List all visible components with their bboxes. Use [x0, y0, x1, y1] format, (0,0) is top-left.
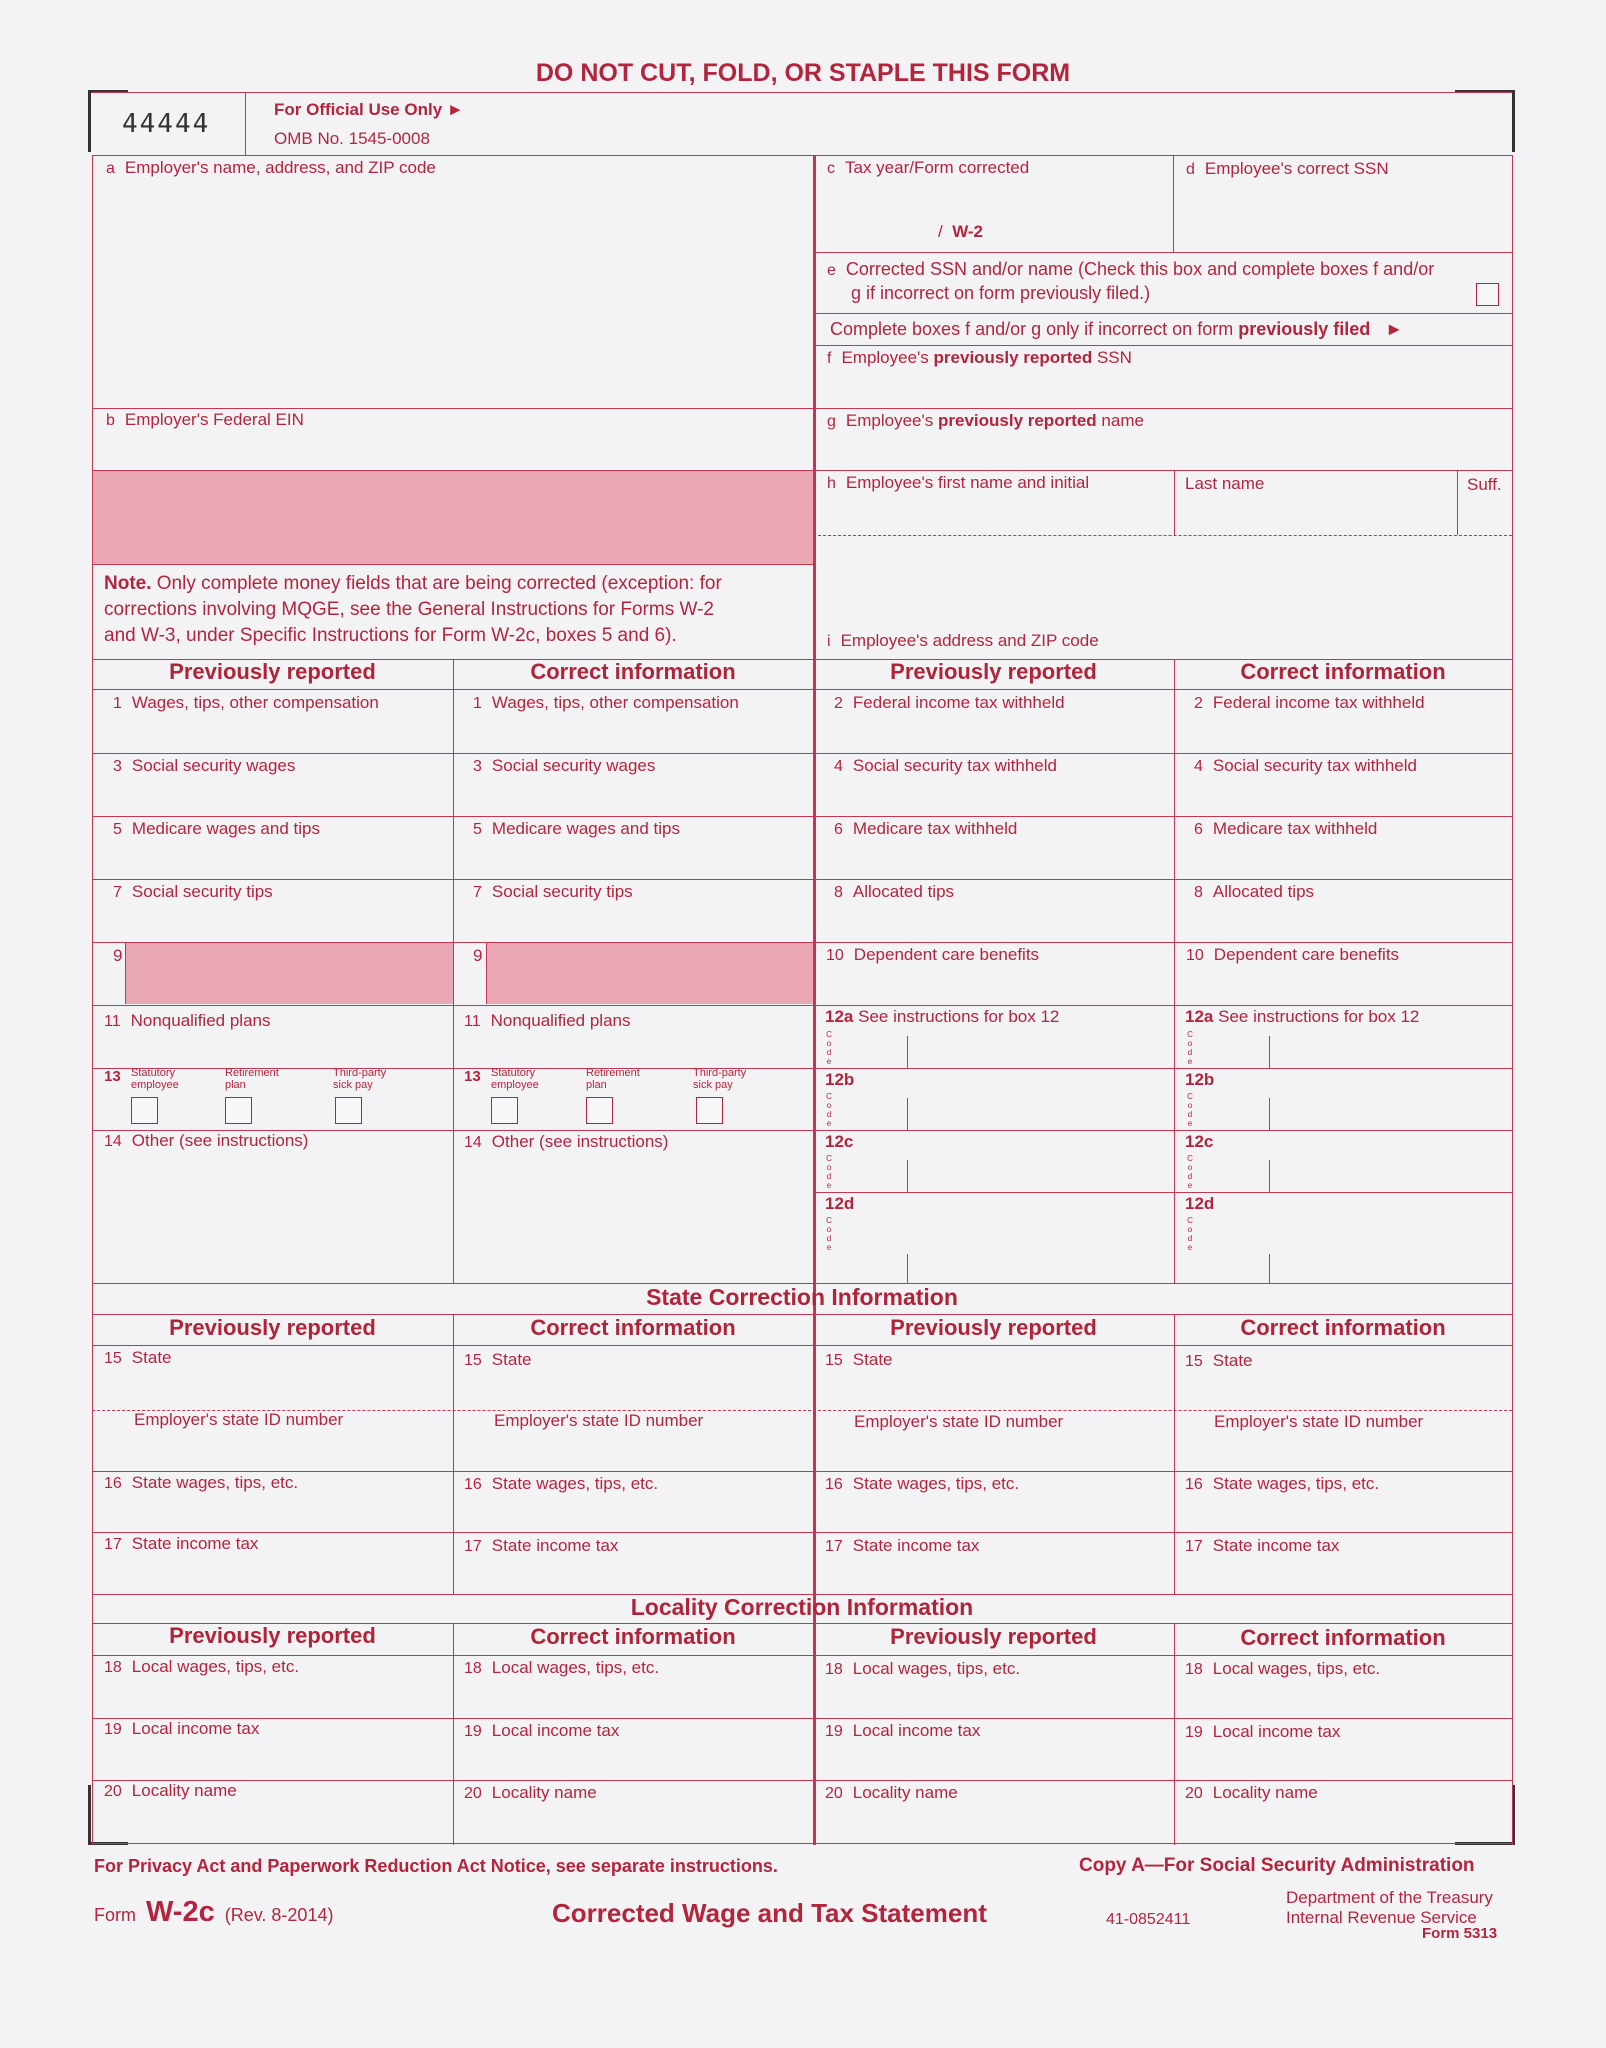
shaded-area: [93, 471, 813, 564]
box-7-prev-label: 7 Social security tips: [113, 882, 273, 901]
state-section-title: State Correction Information: [646, 1284, 958, 1310]
box-12b-prev-amount-field[interactable]: [912, 1098, 1170, 1128]
box-9-correct-shade: [486, 943, 813, 1004]
box-1-prev-field[interactable]: [94, 716, 450, 750]
retirement-plan-checkbox[interactable]: [586, 1097, 613, 1124]
code-divider: [1269, 1098, 1270, 1130]
corner-mark-tl-v: [88, 90, 91, 152]
third-party-sick-pay-checkbox[interactable]: [696, 1097, 723, 1124]
box-8-correct-field[interactable]: [1177, 905, 1509, 939]
previous-ssn-field[interactable]: [820, 370, 1508, 406]
employer-state-id-label: Employer's state ID number: [494, 1411, 704, 1430]
box-12c-correct-code-field[interactable]: [1198, 1160, 1266, 1190]
box-10-prev-field[interactable]: [816, 968, 1171, 1002]
row-border: [813, 252, 1512, 253]
header-previously-reported: Previously reported: [890, 1315, 1097, 1340]
box-6-correct-field[interactable]: [1177, 842, 1509, 876]
employer-state-id-field[interactable]: [94, 1434, 450, 1470]
col-divider: [1174, 1623, 1175, 1845]
locality-name-field[interactable]: [816, 1805, 1171, 1841]
box-9-correct-label: 9: [473, 946, 483, 965]
box-12d-prev-code-field[interactable]: [838, 1250, 904, 1280]
form-top-border: [92, 92, 1512, 93]
code-label: C o d e: [1187, 1216, 1193, 1252]
header-correct-information: Correct information: [1240, 1625, 1446, 1650]
box-12a-prev-code-field[interactable]: [838, 1036, 904, 1066]
box-c-form: / W-2: [938, 222, 984, 241]
form-bottom-border: [92, 1843, 1512, 1844]
box-g-label: g Employee's previously reported name: [827, 411, 1144, 430]
state-wages-field[interactable]: [455, 1496, 810, 1530]
box-2-correct-field[interactable]: [1177, 716, 1509, 750]
box-13-correct-number: 13: [464, 1068, 481, 1085]
previous-name-field[interactable]: [820, 433, 1508, 469]
h-divider: [1457, 470, 1458, 535]
employer-state-id-field[interactable]: [816, 1434, 1171, 1470]
local-wages-field[interactable]: [455, 1680, 810, 1716]
box-12b-correct-amount-field[interactable]: [1274, 1098, 1508, 1128]
form-right-border: [1512, 155, 1513, 1845]
box-15-label: 15 State: [825, 1350, 893, 1369]
box-12b-prev-label: 12b: [825, 1070, 855, 1089]
box-h-label: h Employee's first name and initial: [827, 473, 1090, 492]
col-divider: [1174, 1314, 1175, 1594]
state-income-tax-field[interactable]: [1177, 1558, 1509, 1592]
local-income-tax-field[interactable]: [1177, 1742, 1509, 1778]
official-use-label: For Official Use Only ►: [274, 100, 464, 119]
col-divider: [453, 1314, 454, 1594]
box-4-correct-label: 4 Social security tax withheld: [1194, 756, 1417, 775]
box-11-correct-field[interactable]: [455, 1034, 810, 1066]
row-border: [813, 1068, 1512, 1069]
box-14-prev-label: 14 Other (see instructions): [104, 1131, 309, 1150]
box-6-prev-label: 6 Medicare tax withheld: [834, 819, 1018, 838]
row-border: [813, 408, 1512, 409]
state-wages-field[interactable]: [816, 1496, 1171, 1530]
code-label: C o d e: [826, 1154, 832, 1190]
box-i-label: i Employee's address and ZIP code: [827, 631, 1099, 650]
state-field[interactable]: [94, 1370, 450, 1408]
header-previously-reported: Previously reported: [169, 1623, 376, 1648]
state-income-tax-field[interactable]: [455, 1558, 810, 1592]
third-party-sick-pay-label: Third-party sick pay: [693, 1067, 747, 1091]
row-border: [92, 1005, 1512, 1006]
box-12b-correct-code-field[interactable]: [1198, 1098, 1266, 1128]
box-12d-prev-label: 12d: [825, 1194, 855, 1213]
box-c-label: c Tax year/Form corrected: [827, 158, 1030, 177]
box-2-prev-field[interactable]: [816, 716, 1171, 750]
row-border: [813, 1192, 1512, 1193]
box-16-label: 16 State wages, tips, etc.: [464, 1474, 659, 1493]
row-border: [92, 1718, 1512, 1719]
note-text: Note. Only complete money fields that are being corrected (exception: for corrections involving MQGE, see the General Instructions for Forms W-2 and W-3, under Specific Instructions for Form W-2c, boxes 5 and 6).: [104, 573, 722, 646]
complete-fg-note: Complete boxes f and/or g only if incorrect on form previously filed ►: [830, 319, 1404, 339]
box-12c-correct-label: 12c: [1185, 1132, 1214, 1151]
employer-name-field[interactable]: [94, 180, 810, 405]
local-wages-field[interactable]: [94, 1680, 450, 1716]
last-name-field[interactable]: [1180, 495, 1452, 533]
box-5-prev-label: 5 Medicare wages and tips: [113, 819, 320, 838]
locality-name-field[interactable]: [94, 1805, 450, 1841]
state-income-tax-field[interactable]: [816, 1558, 1171, 1592]
box-5-correct-label: 5 Medicare wages and tips: [473, 819, 680, 838]
tax-year-field[interactable]: [820, 180, 1160, 220]
box-f-label: f Employee's previously reported SSN: [827, 348, 1132, 367]
last-name-label: Last name: [1185, 474, 1265, 493]
header-previously-reported: Previously reported: [890, 659, 1097, 684]
department-treasury: Department of the Treasury: [1286, 1888, 1493, 1907]
box-12c-prev-amount-field[interactable]: [912, 1160, 1170, 1190]
box-16-label: 16 State wages, tips, etc.: [104, 1473, 299, 1492]
state-income-tax-field[interactable]: [94, 1558, 450, 1592]
code-label: C o d e: [1187, 1092, 1193, 1128]
box-4-correct-field[interactable]: [1177, 779, 1509, 813]
form-identifier: Form W-2c (Rev. 8-2014): [94, 1896, 334, 1928]
box-9-prev-label: 9: [113, 946, 123, 965]
box-14-correct-field[interactable]: [455, 1155, 810, 1280]
box-18-label: 18 Local wages, tips, etc.: [825, 1659, 1021, 1678]
row-border: [813, 313, 1512, 314]
box-19-label: 19 Local income tax: [464, 1721, 620, 1740]
box-11-prev-label: 11 Nonqualified plans: [104, 1011, 271, 1030]
local-wages-field[interactable]: [1177, 1680, 1509, 1716]
official-code: 44444: [122, 109, 211, 139]
box-5-prev-field[interactable]: [94, 842, 450, 876]
box-3-correct-label: 3 Social security wages: [473, 756, 656, 775]
box-12c-prev-code-field[interactable]: [838, 1160, 904, 1190]
row-border: [92, 1345, 1512, 1346]
box-6-correct-label: 6 Medicare tax withheld: [1194, 819, 1378, 838]
catalog-number: 41-0852411: [1106, 1911, 1191, 1928]
banner-title: DO NOT CUT, FOLD, OR STAPLE THIS FORM: [535, 59, 1071, 87]
corner-mark-tr-v: [1512, 90, 1515, 152]
arrow-right-icon: ►: [446, 100, 464, 119]
col-divider: [453, 1623, 454, 1845]
dashed-divider: [813, 535, 1512, 536]
box-12a-prev-amount-field[interactable]: [912, 1036, 1170, 1066]
box-20-label: 20 Locality name: [1185, 1783, 1318, 1802]
box-16-label: 16 State wages, tips, etc.: [1185, 1474, 1380, 1493]
box-10-correct-label: 10 Dependent care benefits: [1186, 945, 1400, 964]
code-label: C o d e: [1187, 1154, 1193, 1190]
box-3-correct-field[interactable]: [455, 779, 810, 813]
state-field[interactable]: [816, 1370, 1171, 1408]
box-19-label: 19 Local income tax: [825, 1721, 981, 1740]
box-17-label: 17 State income tax: [1185, 1536, 1340, 1555]
state-field[interactable]: [1177, 1370, 1509, 1408]
official-code-divider: [245, 92, 246, 155]
box-20-label: 20 Locality name: [104, 1781, 237, 1800]
box-3-prev-label: 3 Social security wages: [113, 756, 296, 775]
employer-state-id-field[interactable]: [1177, 1434, 1509, 1470]
row-border: [92, 1532, 1512, 1533]
box-18-label: 18 Local wages, tips, etc.: [104, 1657, 300, 1676]
box-12a-prev-label: 12a See instructions for box 12: [825, 1007, 1060, 1026]
local-income-tax-field[interactable]: [94, 1742, 450, 1778]
box-12a-correct-amount-field[interactable]: [1274, 1036, 1508, 1066]
third-party-sick-pay-label: Third-party sick pay: [333, 1067, 387, 1091]
code-divider: [907, 1160, 908, 1192]
locality-section-title: Locality Correction Information: [630, 1594, 974, 1620]
code-label: C o d e: [826, 1216, 832, 1252]
third-party-sick-pay-checkbox[interactable]: [335, 1097, 362, 1124]
box-16-label: 16 State wages, tips, etc.: [825, 1474, 1020, 1493]
local-income-tax-field[interactable]: [816, 1742, 1171, 1778]
box-15-label: 15 State: [1185, 1351, 1253, 1370]
box-20-label: 20 Locality name: [825, 1783, 958, 1802]
state-wages-field[interactable]: [1177, 1496, 1509, 1530]
box-12d-correct-code-field[interactable]: [1198, 1250, 1266, 1280]
employer-ein-field[interactable]: [94, 432, 810, 469]
code-label: C o d e: [1187, 1030, 1193, 1066]
box-12c-prev-label: 12c: [825, 1132, 854, 1151]
box-4-prev-label: 4 Social security tax withheld: [834, 756, 1057, 775]
box-17-label: 17 State income tax: [825, 1536, 980, 1555]
box-11-correct-label: 11 Nonqualified plans: [464, 1011, 631, 1030]
arrow-right-icon: ►: [1385, 319, 1404, 339]
box-e-label: e Corrected SSN and/or name (Check this box and complete boxes f and/or g if incorrect on form previously filed.): [827, 259, 1435, 303]
correct-ssn-field[interactable]: [1180, 182, 1508, 248]
cd-divider: [1173, 155, 1174, 252]
box-17-label: 17 State income tax: [464, 1536, 619, 1555]
box-18-label: 18 Local wages, tips, etc.: [464, 1658, 660, 1677]
box-8-correct-label: 8 Allocated tips: [1194, 882, 1315, 901]
h-divider: [1174, 470, 1175, 535]
code-label: C o d e: [826, 1030, 832, 1066]
box-9-divider: [486, 942, 487, 1004]
header-previously-reported: Previously reported: [169, 659, 376, 684]
statutory-employee-label: Statutory employee: [131, 1067, 179, 1091]
box-12c-correct-amount-field[interactable]: [1274, 1160, 1508, 1190]
code-divider: [1269, 1254, 1270, 1283]
statutory-employee-label: Statutory employee: [491, 1067, 539, 1091]
box-1-correct-field[interactable]: [455, 716, 810, 750]
form-title: Corrected Wage and Tax Statement: [552, 1898, 987, 1928]
box-7-correct-field[interactable]: [455, 905, 810, 939]
retirement-plan-checkbox[interactable]: [225, 1097, 252, 1124]
retirement-plan-label: Retirement plan: [225, 1067, 279, 1091]
row-border: [92, 879, 1512, 880]
locality-name-field[interactable]: [1177, 1805, 1509, 1841]
box-2-correct-label: 2 Federal income tax withheld: [1194, 693, 1425, 712]
box-17-label: 17 State income tax: [104, 1534, 259, 1553]
copy-a-label: Copy A—For Social Security Administration: [1079, 1855, 1475, 1876]
state-wages-field[interactable]: [94, 1496, 450, 1530]
box-1-prev-label: 1 Wages, tips, other compensation: [113, 693, 379, 712]
box-12d-correct-label: 12d: [1185, 1194, 1215, 1213]
internal-revenue-service: Internal Revenue Service: [1286, 1908, 1477, 1927]
box-19-label: 19 Local income tax: [1185, 1722, 1341, 1741]
row-border: [92, 155, 1512, 156]
row-border: [92, 1655, 1512, 1656]
state-field[interactable]: [455, 1370, 810, 1408]
box-20-label: 20 Locality name: [464, 1783, 597, 1802]
code-divider: [907, 1098, 908, 1130]
suffix-field[interactable]: [1462, 495, 1510, 533]
suffix-label: Suff.: [1467, 475, 1502, 494]
header-correct-information: Correct information: [530, 1315, 736, 1340]
employer-state-id-label: Employer's state ID number: [1214, 1412, 1424, 1431]
box-12a-correct-label: 12a See instructions for box 12: [1185, 1007, 1420, 1026]
box-15-label: 15 State: [464, 1350, 532, 1369]
row-border: [92, 564, 813, 565]
box-12a-correct-code-field[interactable]: [1198, 1036, 1266, 1066]
row-border: [813, 470, 1512, 471]
box-3-prev-field[interactable]: [94, 779, 450, 813]
row-border: [92, 1780, 1512, 1781]
box-6-prev-field[interactable]: [816, 842, 1171, 876]
header-correct-information: Correct information: [530, 1624, 736, 1649]
retirement-plan-label: Retirement plan: [586, 1067, 640, 1091]
code-divider: [907, 1036, 908, 1068]
box-12b-prev-code-field[interactable]: [838, 1098, 904, 1128]
omb-number: OMB No. 1545-0008: [274, 129, 430, 148]
box-5-correct-field[interactable]: [455, 842, 810, 876]
locality-name-field[interactable]: [455, 1805, 810, 1841]
corner-mark-bl: [88, 1785, 91, 1845]
code-label: C o d e: [826, 1092, 832, 1128]
box-10-prev-label: 10 Dependent care benefits: [826, 945, 1040, 964]
box-9-prev-shade: [125, 943, 453, 1004]
header-correct-information: Correct information: [1240, 1315, 1446, 1340]
local-income-tax-field[interactable]: [455, 1742, 810, 1778]
code-divider: [907, 1254, 908, 1283]
box-12b-correct-label: 12b: [1185, 1070, 1215, 1089]
statutory-employee-checkbox[interactable]: [491, 1097, 518, 1124]
employer-state-id-label: Employer's state ID number: [854, 1412, 1064, 1431]
box-a-label: a Employer's name, address, and ZIP code: [106, 158, 436, 177]
row-border: [813, 1130, 1512, 1131]
box-7-correct-label: 7 Social security tips: [473, 882, 633, 901]
employer-state-id-label: Employer's state ID number: [134, 1410, 344, 1429]
box-12d-correct-amount-field[interactable]: [1274, 1250, 1508, 1280]
corrected-ssn-checkbox[interactable]: [1476, 283, 1499, 306]
box-b-label: b Employer's Federal EIN: [106, 410, 304, 429]
box-8-prev-field[interactable]: [816, 905, 1171, 939]
box-19-label: 19 Local income tax: [104, 1719, 260, 1738]
box-14-prev-field[interactable]: [94, 1155, 450, 1280]
first-name-field[interactable]: [820, 495, 1170, 533]
code-divider: [1269, 1036, 1270, 1068]
box-12d-prev-amount-field[interactable]: [912, 1250, 1170, 1280]
box-13-prev-number: 13: [104, 1068, 121, 1085]
row-border: [813, 345, 1512, 346]
row-border: [92, 408, 813, 409]
row-border: [92, 816, 1512, 817]
employer-state-id-field[interactable]: [455, 1434, 810, 1470]
row-border: [92, 1471, 1512, 1472]
header-previously-reported: Previously reported: [169, 1315, 376, 1340]
header-correct-information: Correct information: [1240, 659, 1446, 684]
box-18-label: 18 Local wages, tips, etc.: [1185, 1659, 1381, 1678]
box-9-divider: [125, 942, 126, 1004]
box-d-label: d Employee's correct SSN: [1186, 159, 1389, 178]
employee-address-field[interactable]: [820, 540, 1508, 620]
box-8-prev-label: 8 Allocated tips: [834, 882, 955, 901]
statutory-employee-checkbox[interactable]: [131, 1097, 158, 1124]
form-5313: Form 5313: [1422, 1925, 1498, 1942]
local-wages-field[interactable]: [816, 1680, 1171, 1716]
box-1-correct-label: 1 Wages, tips, other compensation: [473, 693, 739, 712]
header-previously-reported: Previously reported: [890, 1624, 1097, 1649]
code-divider: [1269, 1160, 1270, 1192]
privacy-notice: For Privacy Act and Paperwork Reduction Act Notice, see separate instructions.: [94, 1856, 778, 1876]
row-border: [92, 753, 1512, 754]
box-11-prev-field[interactable]: [94, 1034, 450, 1066]
box-10-correct-field[interactable]: [1177, 968, 1509, 1002]
box-14-correct-label: 14 Other (see instructions): [464, 1132, 669, 1151]
box-2-prev-label: 2 Federal income tax withheld: [834, 693, 1065, 712]
header-correct-information: Correct information: [530, 659, 736, 684]
box-7-prev-field[interactable]: [94, 905, 450, 939]
row-border: [92, 689, 1512, 690]
box-4-prev-field[interactable]: [816, 779, 1171, 813]
box-15-label: 15 State: [104, 1348, 172, 1367]
